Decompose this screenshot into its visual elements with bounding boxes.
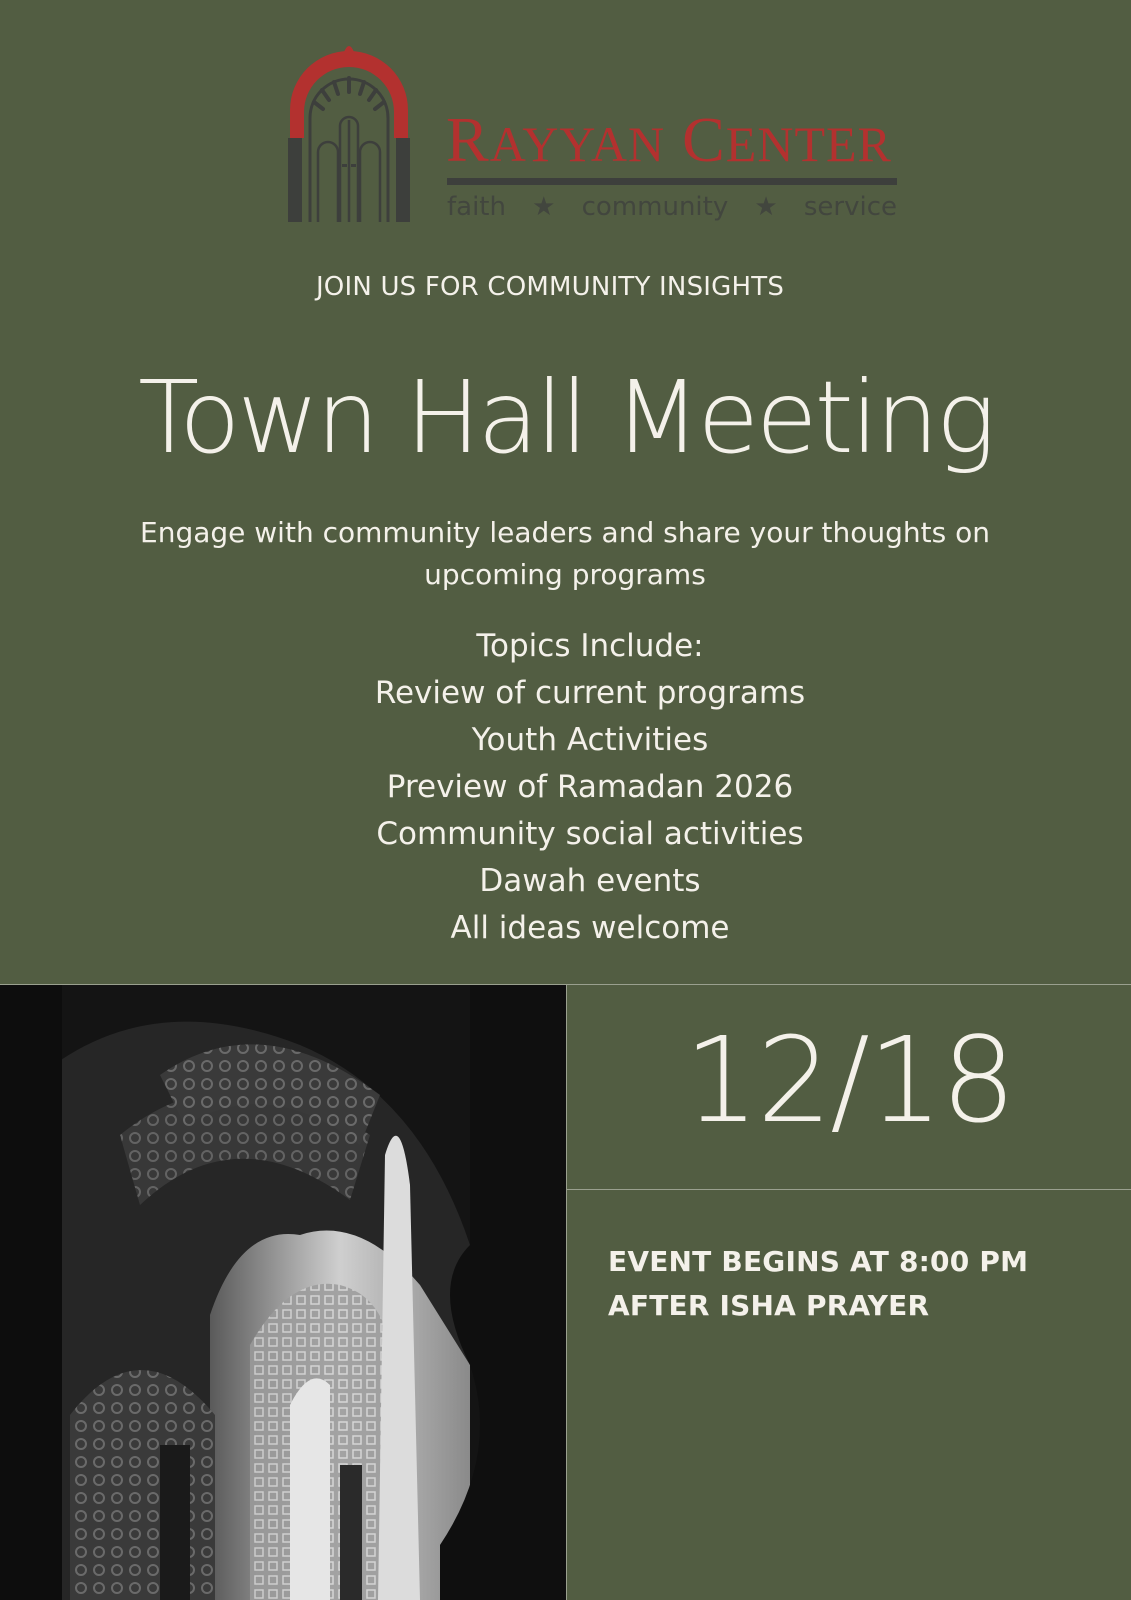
star-icon: ★ (532, 192, 556, 222)
logo-divider (447, 178, 897, 185)
archway-door-icon (282, 40, 417, 230)
page-title: Town Hall Meeting (138, 359, 993, 476)
topics-heading: Topics Include: (476, 628, 704, 664)
topic-item: Youth Activities (471, 722, 709, 758)
event-date: 12/18 (683, 1011, 1015, 1149)
topics-list (290, 623, 890, 952)
tagline-word: community (581, 192, 729, 222)
eyebrow-text: JOIN US FOR COMMUNITY INSIGHTS (315, 272, 785, 302)
topic-item: Dawah events (479, 863, 701, 899)
topic-item: Community social activities (376, 816, 804, 852)
arch-image (0, 985, 566, 1600)
tagline-word: faith (447, 192, 506, 222)
logo-tagline (447, 190, 897, 224)
logo-wordmark: RAYYAN CENTER (446, 104, 892, 175)
event-details: EVENT BEGINS AT 8:00 PM AFTER ISHA PRAYER (608, 1245, 1029, 1322)
star-icon: ★ (754, 192, 778, 222)
tagline-word: service (803, 192, 897, 222)
topic-item: All ideas welcome (450, 910, 730, 946)
date-divider (567, 1189, 1131, 1190)
mosque-arch-photo (0, 985, 566, 1600)
topic-item: Preview of Ramadan 2026 (386, 769, 794, 805)
topic-item: Review of current programs (374, 675, 806, 711)
subtitle-text: Engage with community leaders and share your thoughts on upcoming programs (140, 516, 990, 591)
